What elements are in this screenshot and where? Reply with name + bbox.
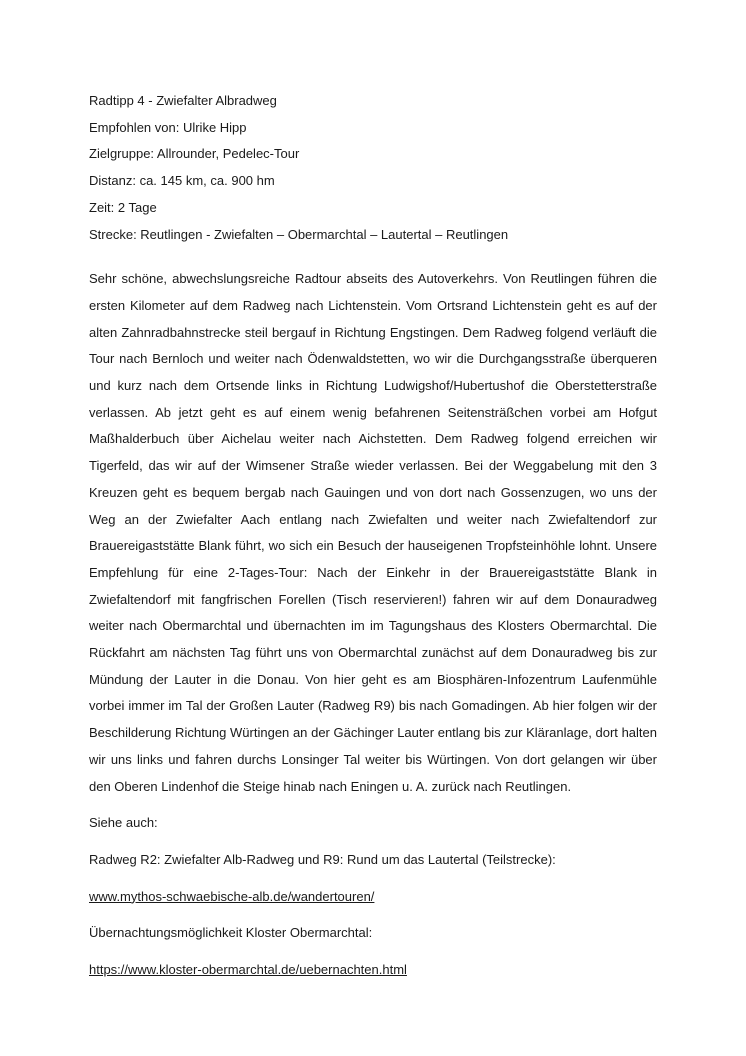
- radweg-reference: Radweg R2: Zwiefalter Alb-Radweg und R9: Rund um das Lautertal (Teilstrecke):: [89, 851, 556, 867]
- overnight-link[interactable]: https://www.kloster-obermarchtal.de/uebernachten.html: [89, 962, 407, 978]
- see-also-label: Siehe auch:: [89, 815, 158, 831]
- tour-header: [89, 88, 657, 248]
- route: Strecke: Reutlingen - Zwiefalten – Obermarchtal – Lautertal – Reutlingen: [89, 226, 509, 242]
- document-page: [89, 88, 657, 984]
- target-group: Zielgruppe: Allrounder, Pedelec-Tour: [89, 146, 300, 162]
- radweg-link[interactable]: www.mythos-schwaebische-alb.de/wandertouren/: [89, 888, 375, 904]
- tour-title: Radtipp 4 - Zwiefalter Albradweg: [89, 93, 277, 108]
- duration: Zeit: 2 Tage: [89, 199, 157, 215]
- distance: Distanz: ca. 145 km, ca. 900 hm: [89, 173, 275, 189]
- overnight-reference: Übernachtungsmöglichkeit Kloster Obermarchtal:: [89, 925, 373, 941]
- tour-description: Sehr schöne, abwechslungsreiche Radtour abseits des Autoverkehrs. Von Reutlingen führen die ersten Kilometer auf dem Radweg nach Lichtenstein. Vom Ortsrand Lichtenstein geht es auf der alten Zahnradbahnstrecke steil bergauf in Richtung Engstingen. Dem Radweg folgend verläuft die Tour nach Bernloch und weiter nach Ödenwaldstetten, wo wir die Durchgangsstraße überqueren und kurz nach dem Ortsende links in Richtung Ludwigshof/Hubertushof die Oberstetterstraße verlassen. Ab jetzt geht es auf einem wenig befahrenen Seitensträßchen vorbei am Hofgut Maßhalderbuch über Aichelau weiter nach Aichstetten. Dem Radweg folgend erreichen wir Tigerfeld, das wir auf der Wimsener Straße wieder verlassen. Bei der Weggabelung mit den 3 Kreuzen geht es bequem bergab nach Gauingen und von dort nach Gossenzugen, wo uns der Weg an der Zwiefalter Aach entlang nach Zwiefalten und weiter nach Zwiefaltendorf zur Brauereigaststätte Blank führt, wo sich ein Besuch der hauseigenen Tropfsteinhöhle lohnt. Unsere Empfehlung für eine 2-Tages-Tour: Nach der Einkehr in der Brauereigaststätte Blank in Zwiefaltendorf mit fangfrischen Forellen (Tisch reservieren!) fahren wir auf dem Donauradweg weiter nach Obermarchtal und übernachten im im Tagungshaus des Klosters Obermarchtal. Die Rückfahrt am nächsten Tag führt uns von Obermarchtal zunächst auf dem Donauradweg bis zur Mündung der Lauter in die Donau. Von hier geht es am Biosphären-Infozentrum Laufenmühle vorbei immer im Tal der Großen Lauter (Radweg R9) bis nach Gomadingen. Ab hier folgen wir der Beschilderung Richtung Würtingen an der Gächinger Lauter entlang bis zur Kläranlage, dort halten wir uns links und fahren durchs Lonsinger Tal weiter bis Würtingen. Von dort gelangen wir über den Oberen Lindenhof die Steige hinab nach Eningen u. A. zurück nach Reutlingen.: [89, 271, 657, 794]
- recommended-by: Empfohlen von: Ulrike Hipp: [89, 119, 247, 135]
